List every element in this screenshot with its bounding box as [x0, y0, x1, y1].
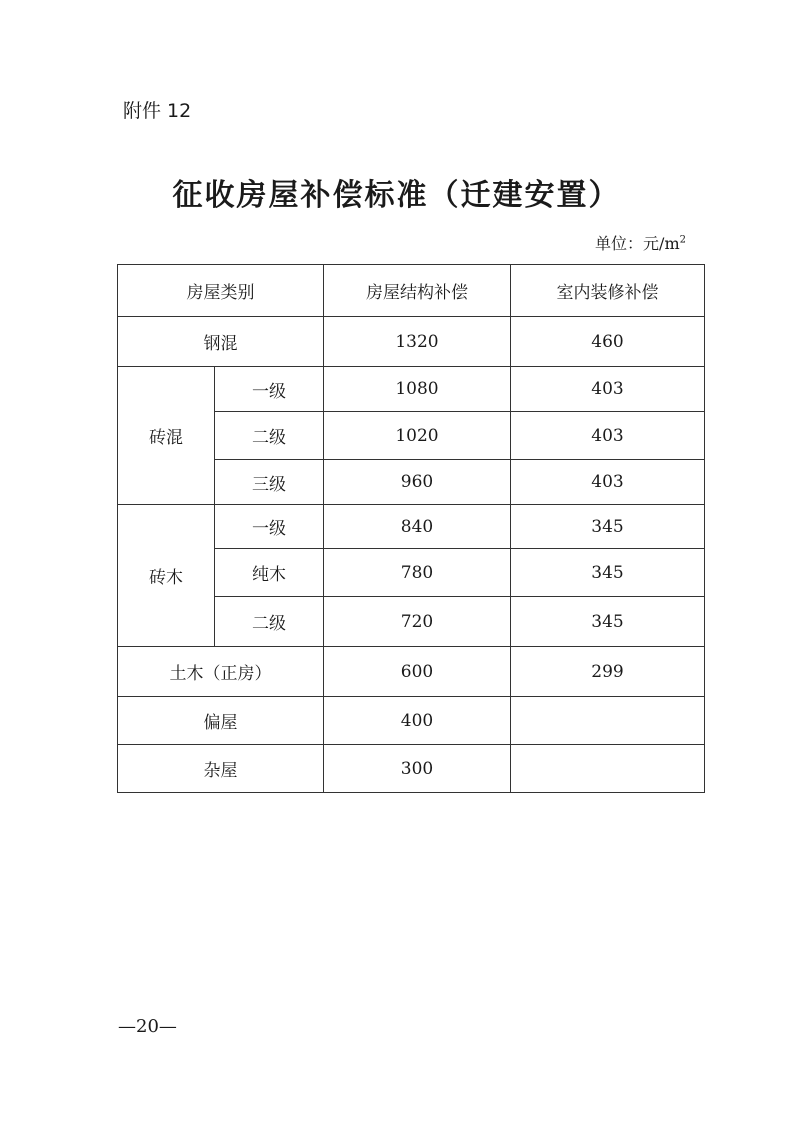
structure-cell: 600	[324, 647, 511, 697]
unit-superscript: 2	[679, 234, 686, 246]
table-row	[118, 697, 705, 745]
category-cell: 砖混	[118, 367, 215, 505]
unit-note	[595, 231, 686, 254]
category-cell: 砖木	[118, 505, 215, 647]
category-cell: 偏屋	[118, 697, 324, 745]
header-structure: 房屋结构补偿	[324, 265, 511, 317]
grade-cell: 三级	[215, 460, 324, 505]
header-category: 房屋类别	[118, 265, 324, 317]
decoration-cell: 460	[511, 317, 705, 367]
table-row	[118, 317, 705, 367]
structure-cell: 300	[324, 745, 511, 793]
table-row	[118, 505, 705, 549]
structure-cell: 720	[324, 597, 511, 647]
decoration-cell: 345	[511, 597, 705, 647]
decoration-cell	[511, 697, 705, 745]
structure-cell: 1020	[324, 412, 511, 460]
compensation-table	[117, 264, 705, 793]
decoration-cell: 403	[511, 460, 705, 505]
structure-cell: 960	[324, 460, 511, 505]
category-cell: 杂屋	[118, 745, 324, 793]
page-number: —20—	[118, 1016, 177, 1037]
decoration-cell: 345	[511, 549, 705, 597]
table-row	[118, 647, 705, 697]
structure-cell: 780	[324, 549, 511, 597]
structure-cell: 1320	[324, 317, 511, 367]
unit-text: 单位：元/m	[595, 234, 680, 253]
grade-cell: 一级	[215, 367, 324, 412]
grade-cell: 二级	[215, 597, 324, 647]
table-row	[118, 367, 705, 412]
decoration-cell: 403	[511, 412, 705, 460]
grade-cell: 一级	[215, 505, 324, 549]
header-decoration: 室内装修补偿	[511, 265, 705, 317]
structure-cell: 1080	[324, 367, 511, 412]
attachment-label: 附件 12	[123, 100, 192, 122]
category-cell: 钢混	[118, 317, 324, 367]
grade-cell: 纯木	[215, 549, 324, 597]
structure-cell: 400	[324, 697, 511, 745]
category-cell: 土木（正房）	[118, 647, 324, 697]
decoration-cell: 345	[511, 505, 705, 549]
decoration-cell: 403	[511, 367, 705, 412]
decoration-cell: 299	[511, 647, 705, 697]
decoration-cell	[511, 745, 705, 793]
table-row	[118, 745, 705, 793]
document-title: 征收房屋补偿标准（迁建安置）	[172, 178, 621, 213]
grade-cell: 二级	[215, 412, 324, 460]
structure-cell: 840	[324, 505, 511, 549]
table-header-row	[118, 265, 705, 317]
